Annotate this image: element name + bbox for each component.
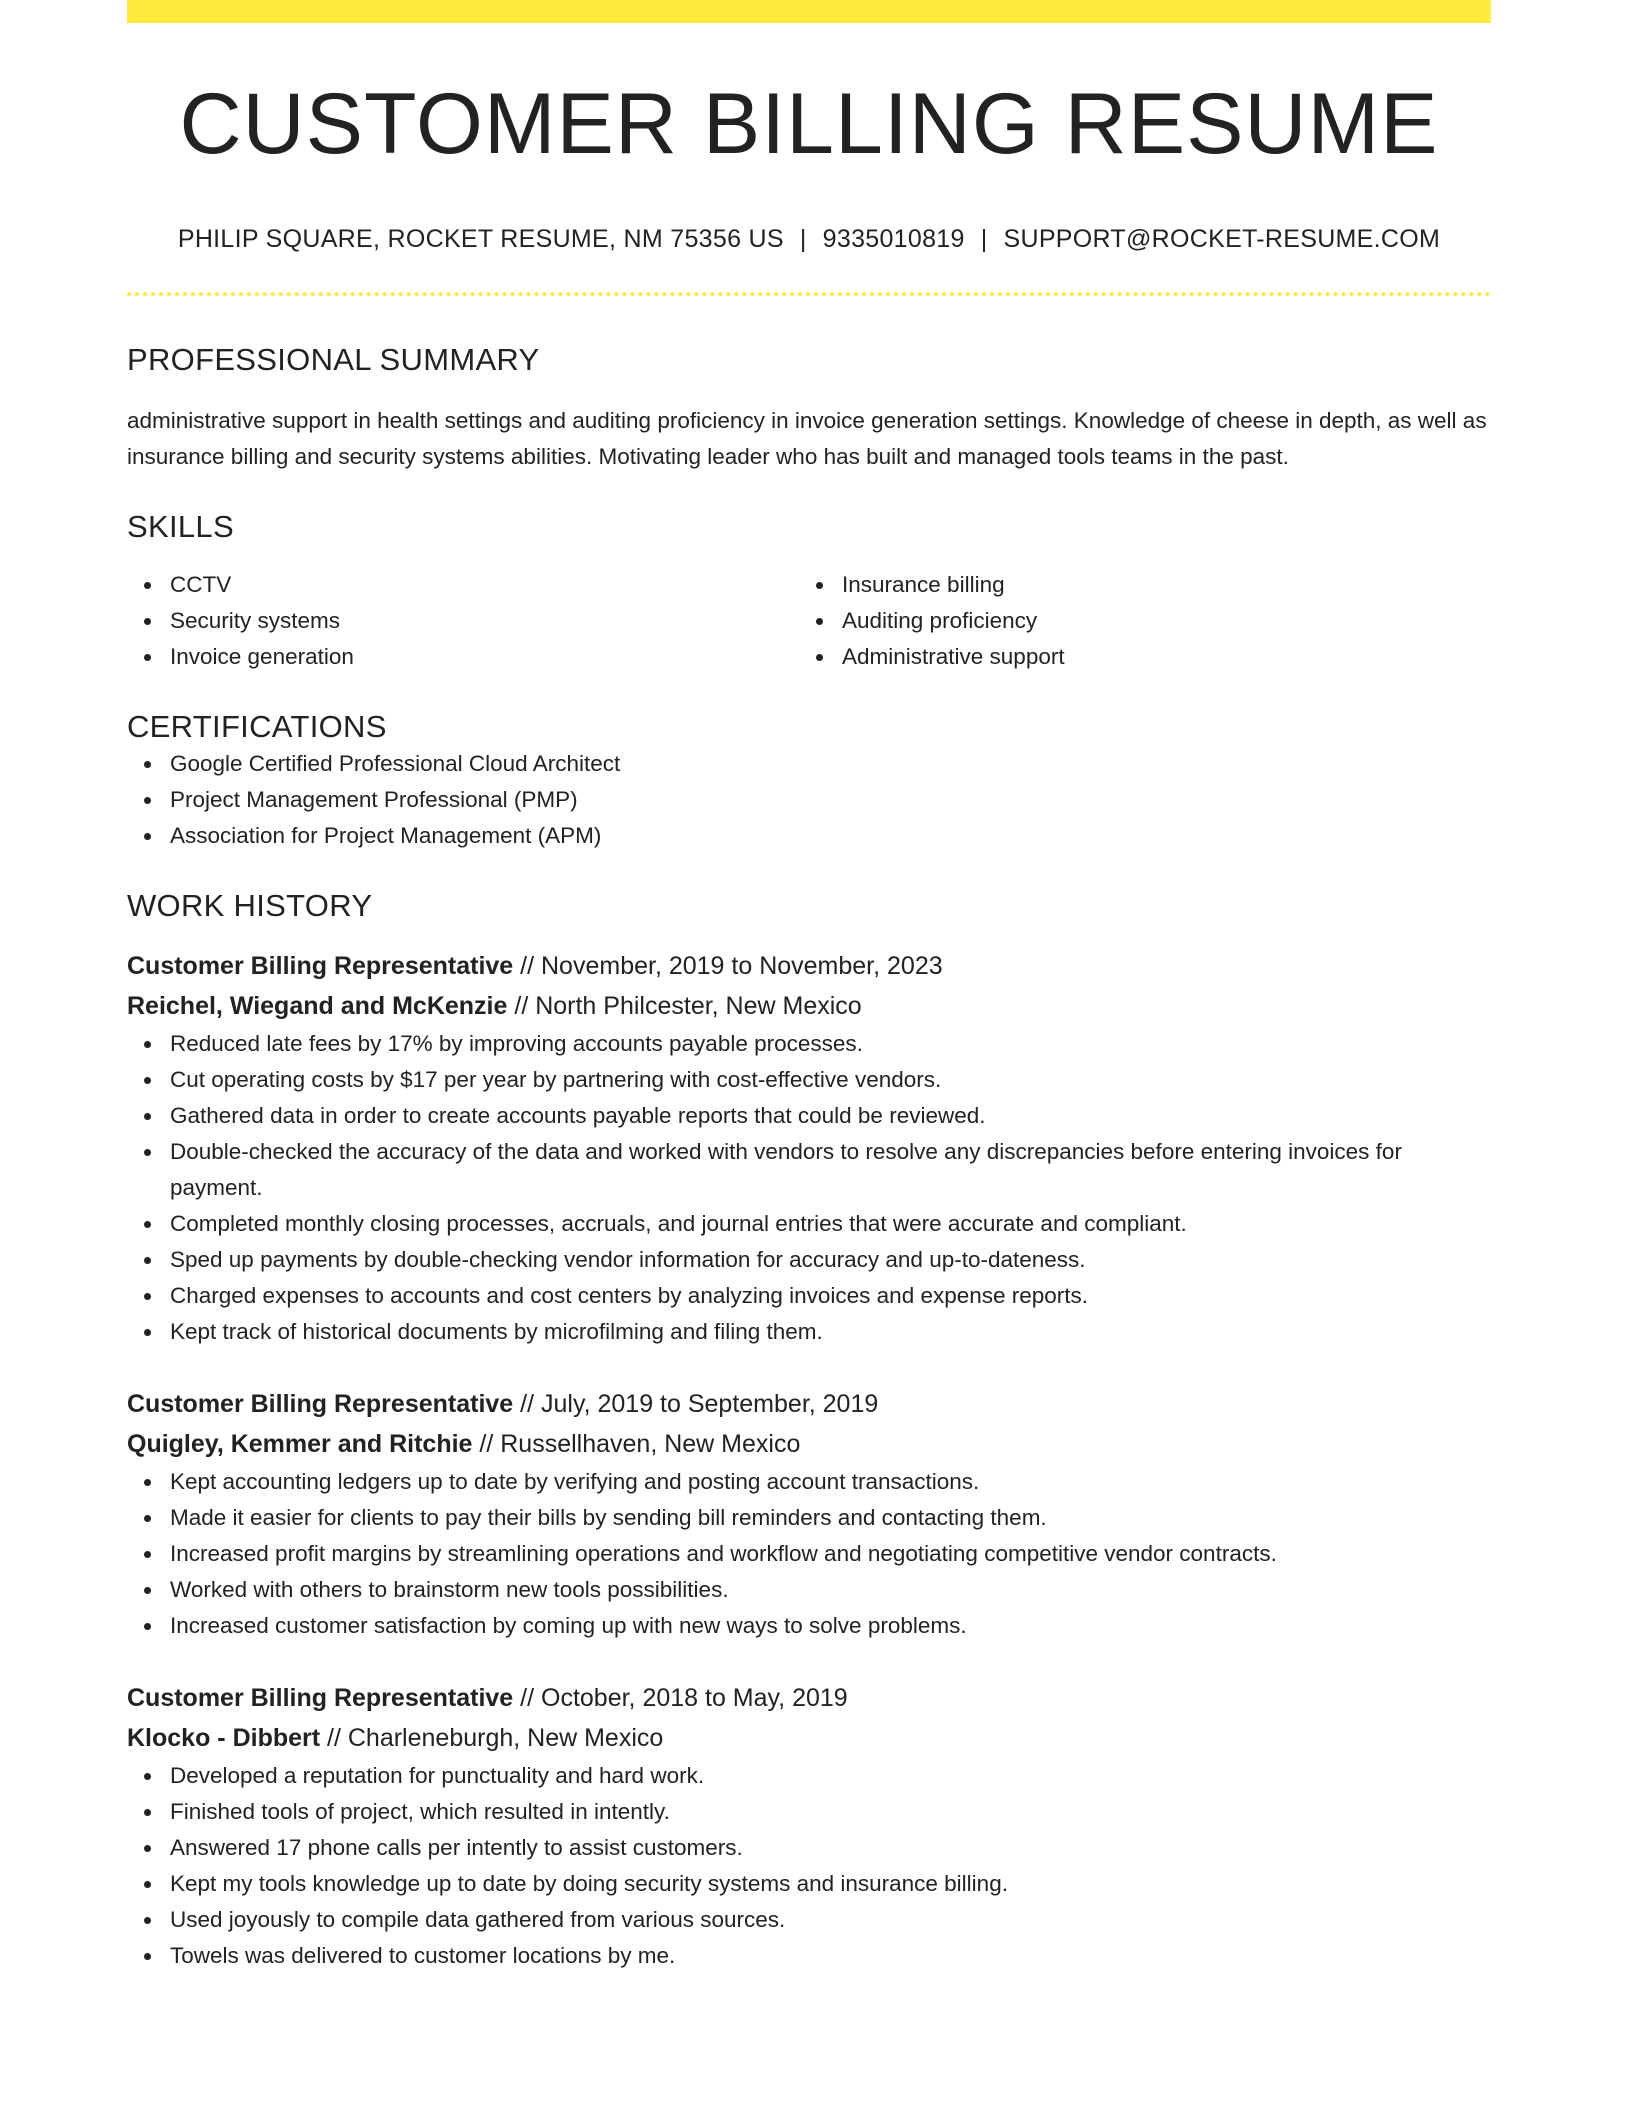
contact-email: SUPPORT@ROCKET-RESUME.COM [1003, 225, 1441, 253]
contact-separator: | [980, 225, 988, 253]
certifications-section [127, 708, 1491, 853]
job-location: // North Philcester, New Mexico [507, 991, 862, 1020]
job-bullet: Kept my tools knowledge up to date by doing security systems and insurance billing. [127, 1866, 1491, 1902]
contact-address: PHILIP SQUARE, ROCKET RESUME, NM 75356 US [177, 225, 784, 253]
skills-grid [127, 567, 1491, 675]
resume-title: CUSTOMER BILLING RESUME [179, 76, 1439, 172]
job-bullet: Reduced late fees by 17% by improving accounts payable processes. [127, 1026, 1491, 1062]
job-company: Quigley, Kemmer and Ritchie [127, 1429, 473, 1458]
job-bullet: Sped up payments by double-checking vendor information for accuracy and up-to-dateness. [127, 1242, 1491, 1278]
job-bullet-list [127, 1758, 1491, 1974]
job-bullet: Double-checked the accuracy of the data and worked with vendors to resolve any discrepancies before entering invoices for payment. [127, 1134, 1491, 1206]
job-company-line [127, 1424, 1491, 1464]
job-bullet: Kept accounting ledgers up to date by verifying and posting account transactions. [127, 1464, 1491, 1500]
job-title-line [127, 1384, 1491, 1424]
job-location: // Russellhaven, New Mexico [472, 1429, 801, 1458]
job-bullet: Increased profit margins by streamlining operations and workflow and negotiating competitive vendor contracts. [127, 1536, 1491, 1572]
job-role: Customer Billing Representative [127, 1683, 514, 1712]
job-bullet: Charged expenses to accounts and cost centers by analyzing invoices and expense reports. [127, 1278, 1491, 1314]
job-bullet: Made it easier for clients to pay their bills by sending bill reminders and contacting them. [127, 1500, 1491, 1536]
work-history-section [127, 887, 1491, 1974]
job-bullet: Answered 17 phone calls per intently to assist customers. [127, 1830, 1491, 1866]
contact-phone: 9335010819 [822, 225, 965, 253]
job-title-line [127, 946, 1491, 986]
skill-item: Security systems [127, 603, 799, 639]
job-company-line [127, 986, 1491, 1026]
certification-item: Project Management Professional (PMP) [127, 782, 1491, 818]
contact-separator: | [799, 225, 807, 253]
job-entry [127, 946, 1491, 1350]
certifications-list [127, 746, 1491, 854]
skills-column-right [799, 567, 1471, 675]
skills-section [127, 508, 1491, 675]
job-bullet: Developed a reputation for punctuality and hard work. [127, 1758, 1491, 1794]
skills-heading: SKILLS [127, 509, 234, 545]
job-company: Klocko - Dibbert [127, 1723, 321, 1752]
job-bullet: Used joyously to compile data gathered from various sources. [127, 1902, 1491, 1938]
contact-line [127, 224, 1491, 254]
summary-text: administrative support in health settings and auditing proficiency in invoice generation settings. Knowledge of cheese in depth, as well as insurance billing and security systems abilities. Motivating leader who has built and managed tools teams in the past. [127, 408, 1487, 470]
job-bullet-list [127, 1464, 1491, 1644]
job-bullet: Kept track of historical documents by microfilming and filing them. [127, 1314, 1491, 1350]
skill-item: Invoice generation [127, 639, 799, 675]
job-bullet: Towels was delivered to customer locations by me. [127, 1938, 1491, 1974]
job-role: Customer Billing Representative [127, 1389, 514, 1418]
job-bullet: Increased customer satisfaction by coming up with new ways to solve problems. [127, 1608, 1491, 1644]
skill-item: Auditing proficiency [799, 603, 1471, 639]
job-entry [127, 1678, 1491, 1974]
certification-item: Google Certified Professional Cloud Architect [127, 746, 1491, 782]
job-company: Reichel, Wiegand and McKenzie [127, 991, 508, 1020]
job-dates: // November, 2019 to November, 2023 [513, 951, 943, 980]
skills-list-right [799, 567, 1471, 675]
certifications-heading: CERTIFICATIONS [127, 709, 387, 745]
job-dates: // July, 2019 to September, 2019 [513, 1389, 879, 1418]
job-bullet: Worked with others to brainstorm new tools possibilities. [127, 1572, 1491, 1608]
job-location: // Charleneburgh, New Mexico [320, 1723, 664, 1752]
job-bullet: Finished tools of project, which resulted in intently. [127, 1794, 1491, 1830]
resume-page [127, 0, 1491, 1974]
summary-heading: PROFESSIONAL SUMMARY [127, 342, 540, 377]
job-bullet: Gathered data in order to create accounts payable reports that could be reviewed. [127, 1098, 1491, 1134]
job-entry [127, 1384, 1491, 1644]
summary-section [127, 341, 1491, 475]
job-bullet: Cut operating costs by $17 per year by partnering with cost-effective vendors. [127, 1062, 1491, 1098]
dotted-divider [127, 292, 1491, 296]
job-title-line [127, 1678, 1491, 1718]
skill-item: Insurance billing [799, 567, 1471, 603]
job-dates: // October, 2018 to May, 2019 [513, 1683, 848, 1712]
work-history-heading: WORK HISTORY [127, 887, 373, 923]
job-company-line [127, 1718, 1491, 1758]
job-role: Customer Billing Representative [127, 951, 514, 980]
skills-list-left [127, 567, 799, 675]
job-bullet: Completed monthly closing processes, accruals, and journal entries that were accurate and compliant. [127, 1206, 1491, 1242]
accent-top-bar [127, 0, 1491, 23]
job-bullet-list [127, 1026, 1491, 1350]
skills-column-left [127, 567, 799, 675]
certification-item: Association for Project Management (APM) [127, 818, 1491, 854]
skill-item: CCTV [127, 567, 799, 603]
skill-item: Administrative support [799, 639, 1471, 675]
